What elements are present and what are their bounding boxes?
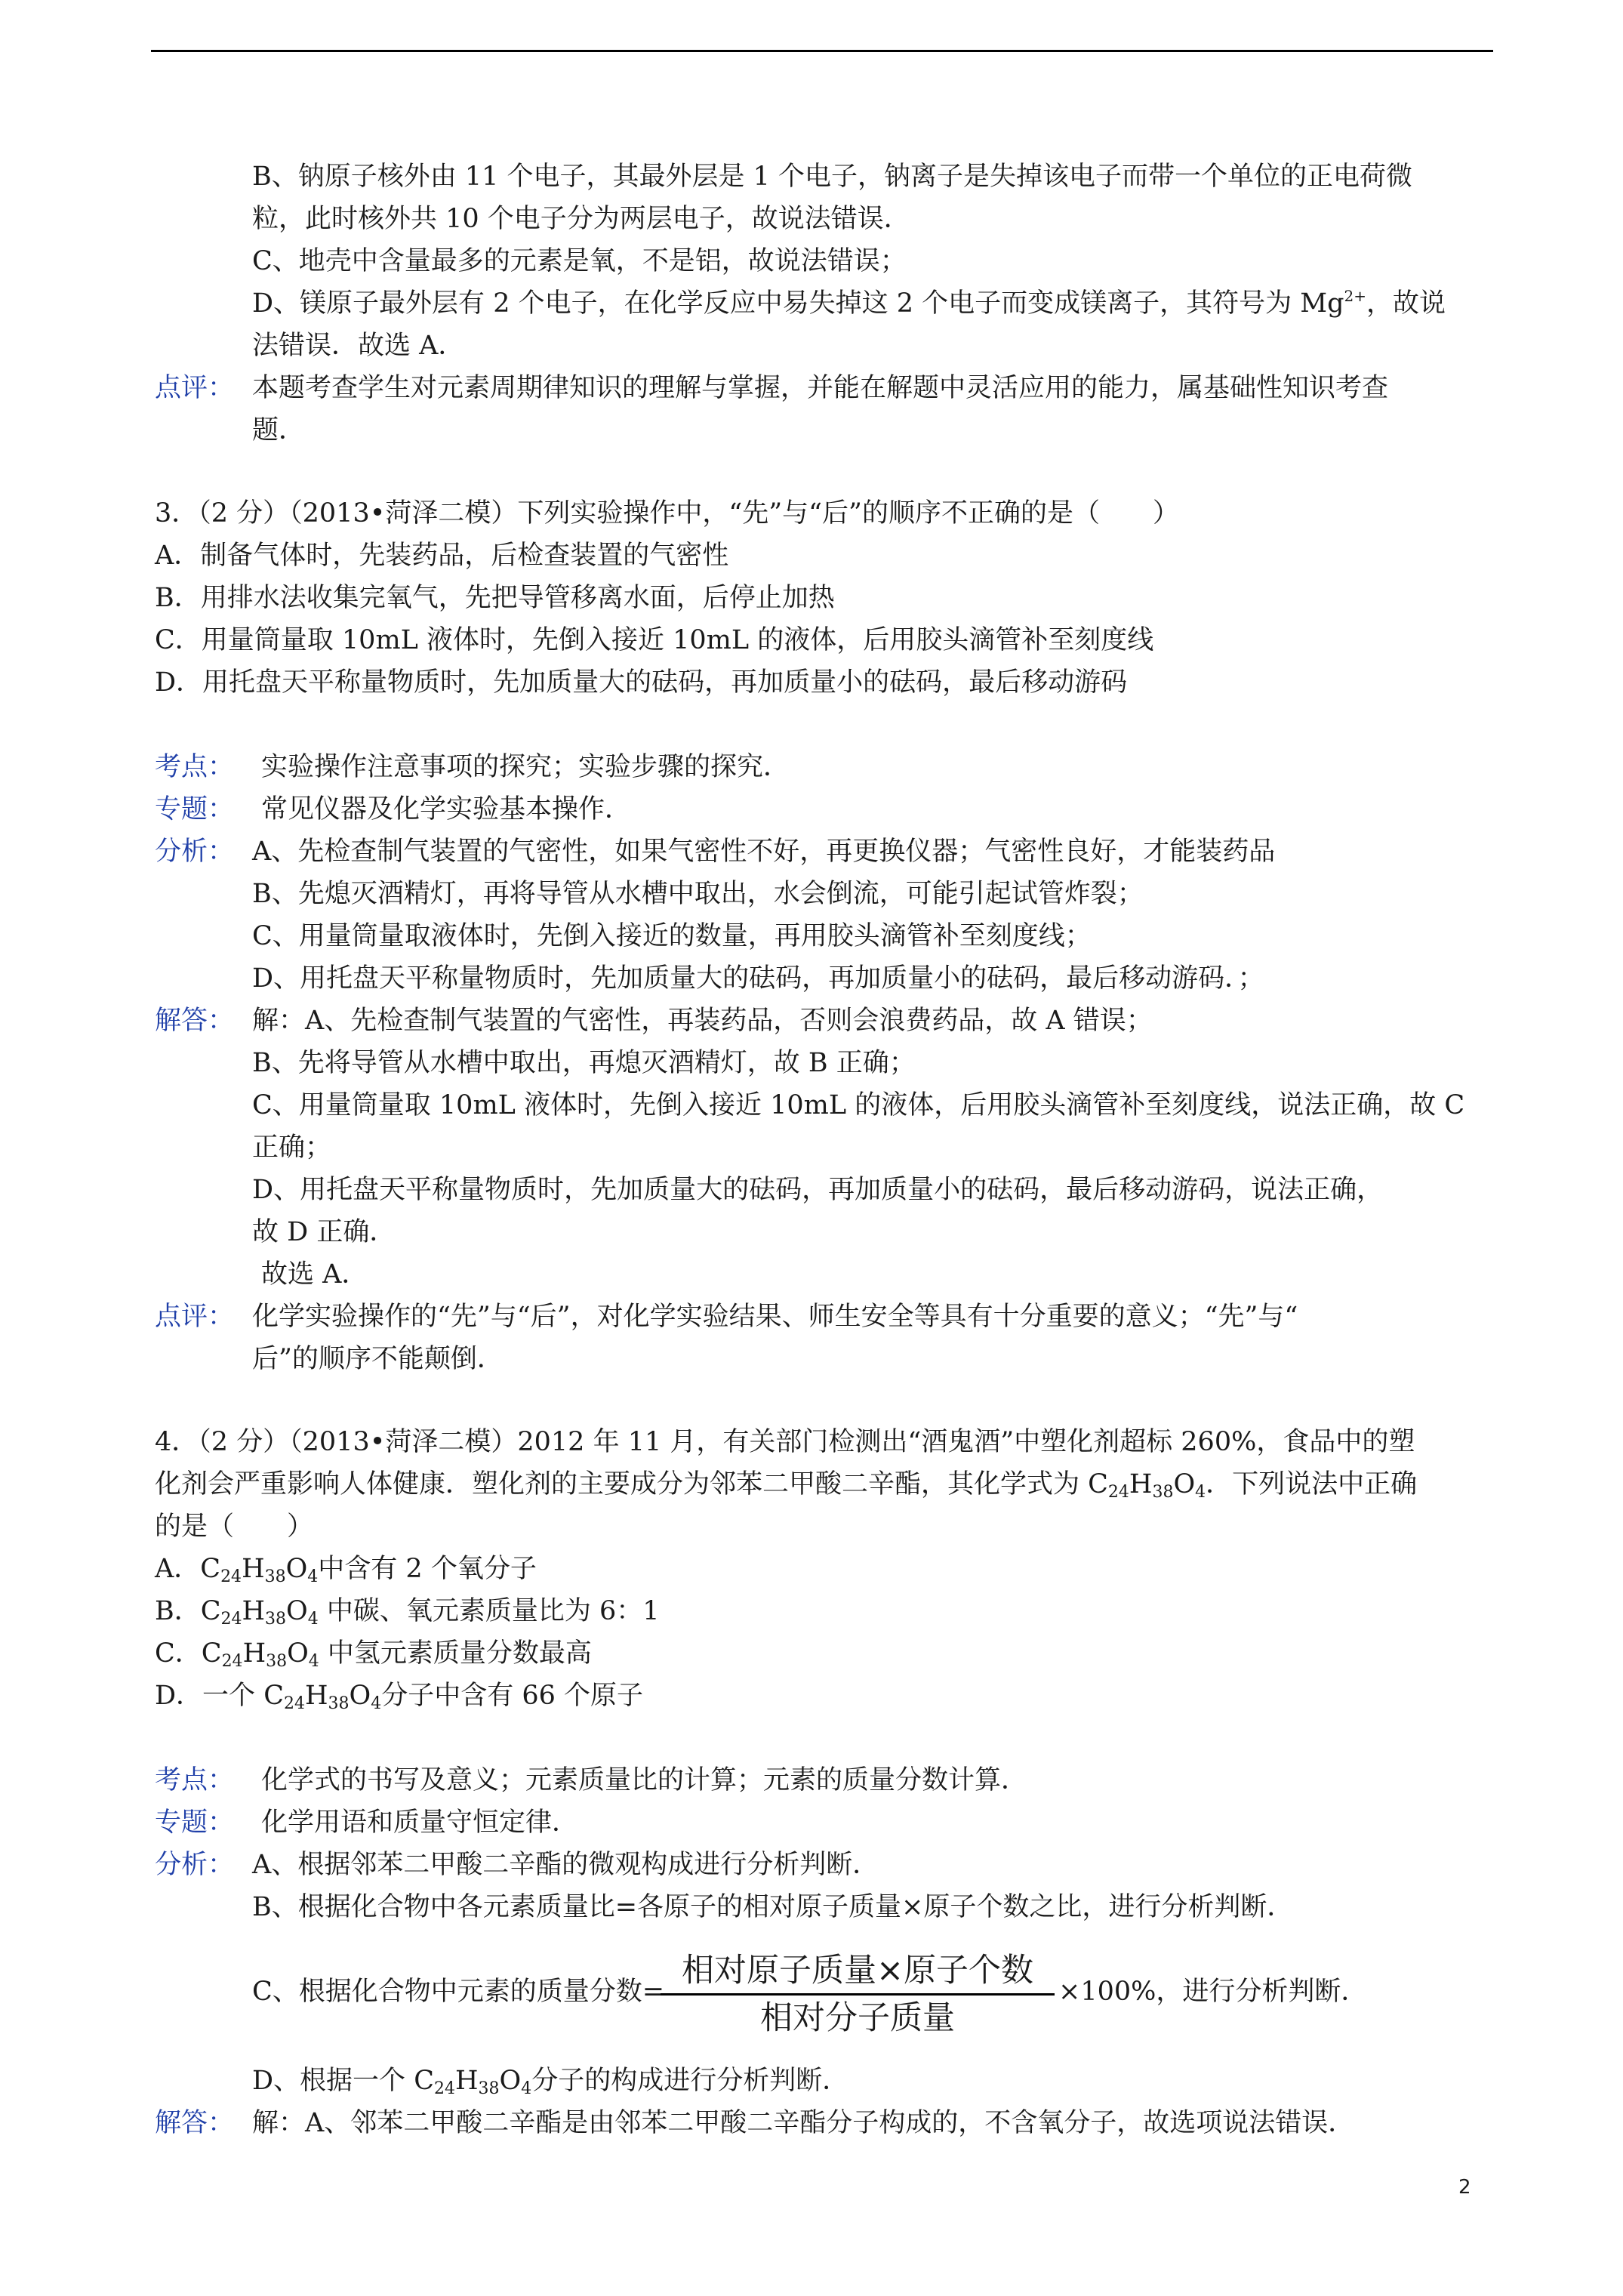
q3-answer-a: 解：A、先检查制气装置的气密性，再装药品，否则会浪费药品，故 A 错误； [252, 1006, 1153, 1036]
q4-zhuanti: 化学用语和质量守恒定律． [261, 1808, 579, 1838]
q3-answer-selection: 故选 A． [261, 1259, 368, 1290]
q4-option-b: B．$C_{24}H_{38}O_4$ 中碳、氧元素质量比为 6：1 [155, 1596, 660, 1629]
q2-comment-line1: 本题考查学生对元素周期律知识的理解与掌握，并能在解题中灵活应用的能力，属基础性知识考查 [252, 373, 1389, 403]
label-jieda: 解答： [155, 1006, 235, 1036]
fraction-numerator: 相对原子质量×原子个数 [681, 1952, 1034, 1989]
page-number: 2 [1458, 2176, 1471, 2199]
q3-answer-d-line1: D、用托盘天平称量物质时，先加质量大的砝码，再加质量小的砝码，最后移动游码，说法正确， [252, 1175, 1384, 1205]
label-kaodian: 考点： [155, 752, 235, 782]
label-dianping: 点评： [155, 1302, 235, 1332]
q4-analysis-d: D、根据一个 $C_{24}H_{38}O_4$分子的构成进行分析判断． [252, 2066, 849, 2098]
q2-option-d-line1: D、镁原子最外层有 2 个电子，在化学反应中易失掉这 2 个电子而变成镁离子，其符号为 $Mg^{2+}$，故说 [252, 287, 1446, 319]
header-rule [151, 50, 1493, 52]
q3-answer-c-line1: C、用量筒量取 10mL 液体时，先倒入接近 10mL 的液体，后用胶头滴管补至刻度线，说法正确，故 C [252, 1090, 1465, 1120]
q3-zhuanti: 常见仪器及化学实验基本操作． [261, 794, 632, 824]
label-zhuanti: 专题： [155, 794, 235, 824]
q2-option-d-line2: 法错误．故选 A． [252, 331, 465, 361]
q2-option-b-line2: 粒，此时核外共 10 个电子分为两层电子，故说法错误． [252, 204, 910, 234]
q4-stem-line2: 化剂会严重影响人体健康．塑化剂的主要成分为邻苯二甲酸二辛酯，其化学式为 $C_{24}H_{38}O_4$．下列说法中正确 [155, 1469, 1418, 1502]
q3-kaodian: 实验操作注意事项的探究；实验步骤的探究． [261, 752, 790, 782]
q3-analysis-b: B、先熄灭酒精灯，再将导管从水槽中取出，水会倒流，可能引起试管炸裂； [252, 879, 1144, 909]
q3-comment-line2: 后”的顺序不能颠倒． [252, 1344, 504, 1374]
q4-option-d: D．一个 $C_{24}H_{38}O_4$分子中含有 66 个原子 [155, 1681, 643, 1713]
fraction-bar [661, 1993, 1055, 1996]
q4-answer-a: 解：A、邻苯二甲酸二辛酯是由邻苯二甲酸二辛酯分子构成的，不含氧分子，故选项说法错误． [252, 2108, 1355, 2138]
label-dianping: 点评： [155, 373, 235, 403]
q3-analysis-d: D、用托盘天平称量物质时，先加质量大的砝码，再加质量小的砝码，最后移动游码．； [252, 963, 1264, 994]
q3-answer-b: B、先将导管从水槽中取出，再熄灭酒精灯，故 B 正确； [252, 1048, 916, 1078]
q4-analysis-a: A、根据邻苯二甲酸二辛酯的微观构成进行分析判断． [252, 1850, 879, 1880]
q3-option-b: B．用排水法收集完氧气，先把导管移离水面，后停止加热 [155, 583, 835, 613]
q3-answer-d-line2: 故 D 正确． [252, 1217, 396, 1247]
q3-analysis-a: A、先检查制气装置的气密性，如果气密性不好，再更换仪器；气密性良好，才能装药品 [252, 837, 1276, 867]
q4-analysis-c-suffix: ×100%，进行分析判断． [1058, 1977, 1368, 2007]
q2-option-c: C、地壳中含量最多的元素是氧，不是铝，故说法错误； [252, 246, 907, 276]
q3-option-c: C．用量筒量取 10mL 液体时，先倒入接近 10mL 的液体，后用胶头滴管补至刻度线 [155, 625, 1154, 655]
label-zhuanti: 专题： [155, 1808, 235, 1838]
fraction-denominator: 相对分子质量 [760, 1999, 955, 2037]
label-fenxi: 分析： [155, 1850, 235, 1880]
label-jieda: 解答： [155, 2108, 235, 2138]
q3-option-a: A．制备气体时，先装药品，后检查装置的气密性 [155, 541, 729, 571]
q4-option-c: C．$C_{24}H_{38}O_4$ 中氢元素质量分数最高 [155, 1638, 592, 1671]
q2-comment-line2: 题． [252, 415, 306, 445]
q4-analysis-b: B、根据化合物中各元素质量比=各原子的相对原子质量×原子个数之比，进行分析判断． [252, 1892, 1294, 1922]
q3-comment-line1: 化学实验操作的“先”与“后”，对化学实验结果、师生安全等具有十分重要的意义；“先”与“ [252, 1302, 1298, 1332]
q3-option-d: D．用托盘天平称量物质时，先加质量大的砝码，再加质量小的砝码，最后移动游码 [155, 667, 1128, 698]
q4-option-a: A．$C_{24}H_{38}O_4$中含有 2 个氧分子 [155, 1554, 537, 1586]
q3-answer-c-line2: 正确； [252, 1133, 332, 1163]
label-kaodian: 考点： [155, 1765, 235, 1795]
q3-analysis-c: C、用量筒量取液体时，先倒入接近的数量，再用胶头滴管补至刻度线； [252, 921, 1092, 951]
q4-kaodian: 化学式的书写及意义；元素质量比的计算；元素的质量分数计算． [261, 1765, 1028, 1795]
label-fenxi: 分析： [155, 837, 235, 867]
mass-fraction-formula [661, 1949, 1055, 2039]
q3-stem: 3．（2 分）（2013•菏泽二模）下列实验操作中，“先”与“后”的顺序不正确的是（ ） [155, 498, 1179, 529]
q2-option-b-line1: B、钠原子核外由 11 个电子，其最外层是 1 个电子，钠离子是失掉该电子而带一个单位的正电荷微 [252, 162, 1413, 192]
q4-stem-line1: 4．（2 分）（2013•菏泽二模）2012 年 11 月，有关部门检测出“酒鬼酒”中塑化剂超标 260%，食品中的塑 [155, 1427, 1415, 1457]
q4-analysis-c-prefix: C、根据化合物中元素的质量分数= [252, 1977, 665, 2007]
q4-stem-line3: 的是（ ） [155, 1512, 314, 1542]
